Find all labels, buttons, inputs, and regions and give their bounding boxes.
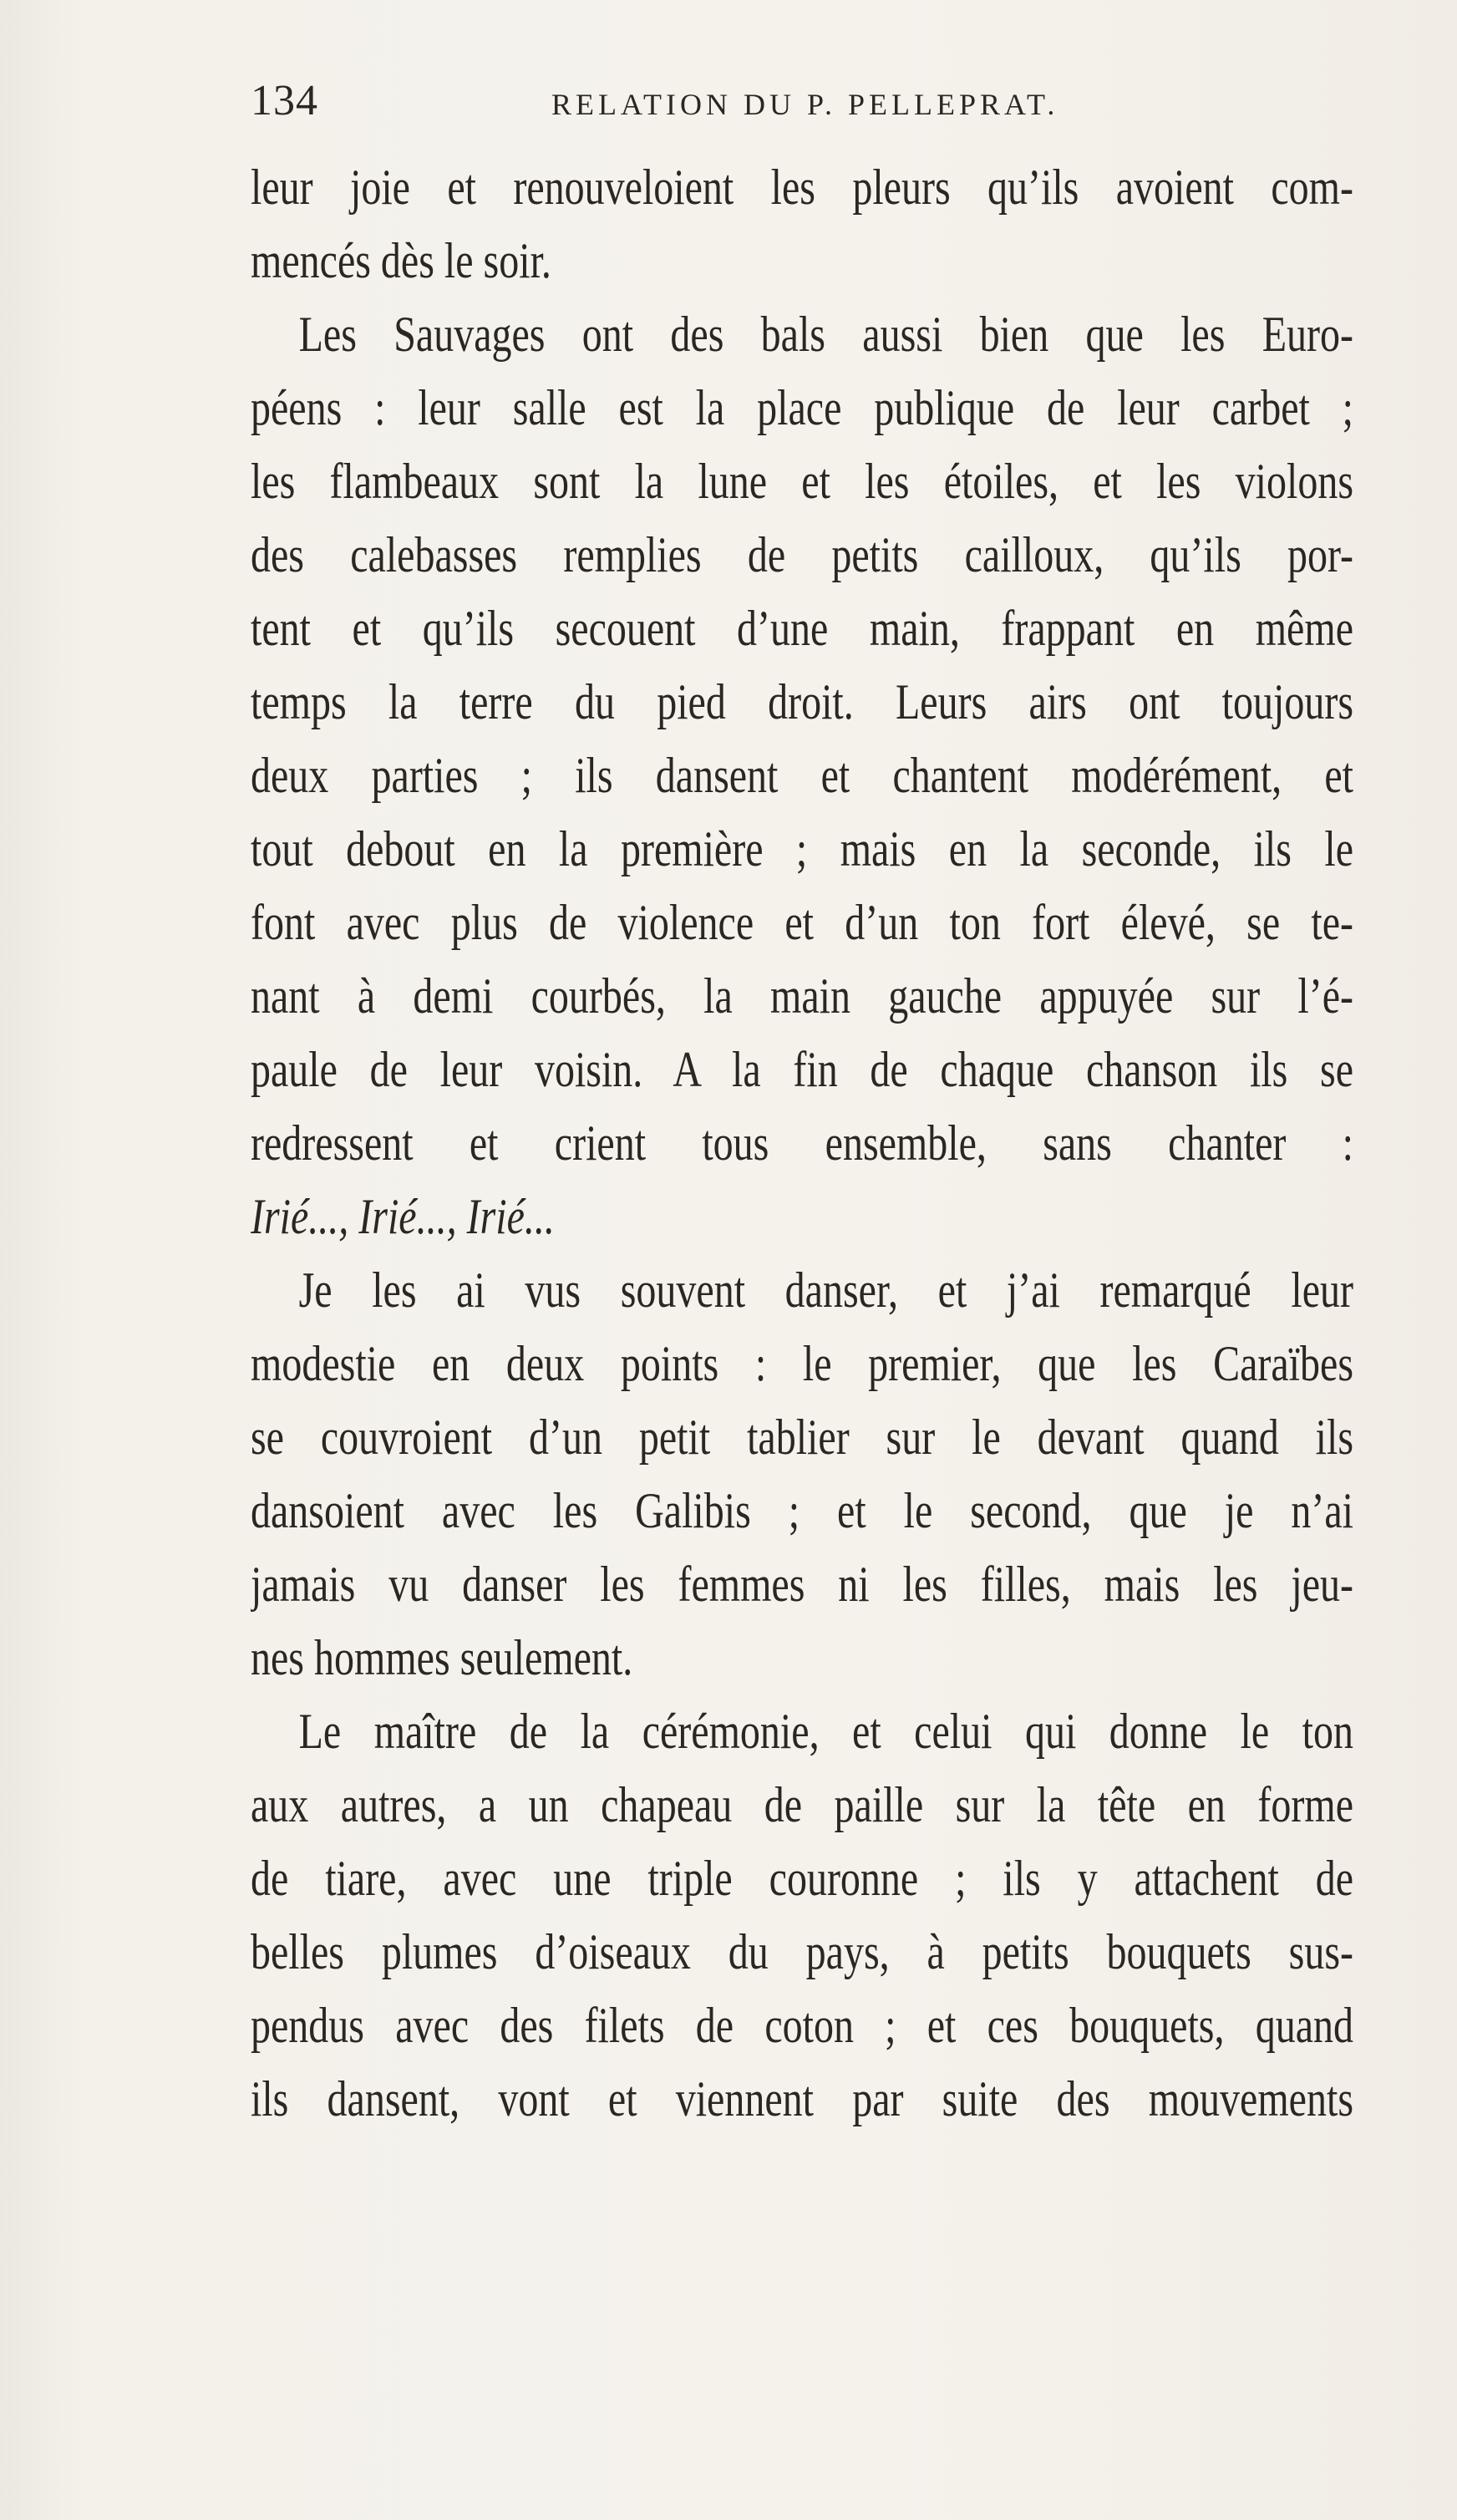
text-line: de tiare, avec une triple couronne ; ils y attachent de	[251, 1851, 1353, 1906]
text-line: Je les ai vus souvent danser, et j’ai remarqué leur	[298, 1263, 1353, 1318]
text-line: mencés dès le soir.	[251, 233, 551, 288]
text-line-italic: Irié..., Irié..., Irié...	[251, 1189, 555, 1244]
text-line: tent et qu’ils secouent d’une main, frappant en même	[251, 601, 1353, 656]
body-text	[251, 150, 1353, 2136]
text-line: deux parties ; ils dansent et chantent modérément, et	[251, 748, 1353, 803]
text-line: des calebasses remplies de petits cailloux, qu’ils por-	[251, 527, 1353, 582]
text-line: leur joie et renouveloient les pleurs qu’ils avoient com-	[251, 160, 1353, 215]
text-line: paule de leur voisin. A la fin de chaque chanson ils se	[251, 1042, 1353, 1097]
running-head: RELATION DU P. PELLEPRAT.	[551, 88, 1059, 121]
text-line: font avec plus de violence et d’un ton fort élevé, se te-	[251, 895, 1353, 950]
text-line: redressent et crient tous ensemble, sans chanter :	[251, 1115, 1353, 1171]
text-line: pendus avec des filets de coton ; et ces bouquets, quand	[251, 1998, 1353, 2053]
text-line: nes hommes seulement.	[251, 1630, 633, 1685]
text-line: jamais vu danser les femmes ni les filles, mais les jeu-	[251, 1557, 1353, 1612]
text-line: modestie en deux points : le premier, que les Caraïbes	[251, 1336, 1353, 1391]
text-line: temps la terre du pied droit. Leurs airs ont toujours	[251, 674, 1353, 729]
text-line: Les Sauvages ont des bals aussi bien que les Euro-	[298, 307, 1353, 362]
text-line: se couvroient d’un petit tablier sur le devant quand ils	[251, 1410, 1353, 1465]
text-line: belles plumes d’oiseaux du pays, à petits bouquets sus-	[251, 1924, 1353, 1979]
text-line: ils dansent, vont et viennent par suite des mouvements	[251, 2071, 1353, 2126]
text-line: les flambeaux sont la lune et les étoiles, et les violons	[251, 454, 1353, 509]
text-line: Le maître de la cérémonie, et celui qui donne le ton	[298, 1704, 1353, 1759]
text-line: nant à demi courbés, la main gauche appuyée sur l’é-	[251, 968, 1353, 1024]
page-number: 134	[251, 77, 318, 124]
text-line: aux autres, a un chapeau de paille sur la tête en forme	[251, 1777, 1353, 1832]
text-line: dansoient avec les Galibis ; et le second, que je n’ai	[251, 1483, 1353, 1538]
text-line: tout debout en la première ; mais en la seconde, ils le	[251, 821, 1353, 876]
text-line: péens : leur salle est la place publique de leur carbet ;	[251, 380, 1353, 435]
page-header	[251, 72, 1353, 130]
